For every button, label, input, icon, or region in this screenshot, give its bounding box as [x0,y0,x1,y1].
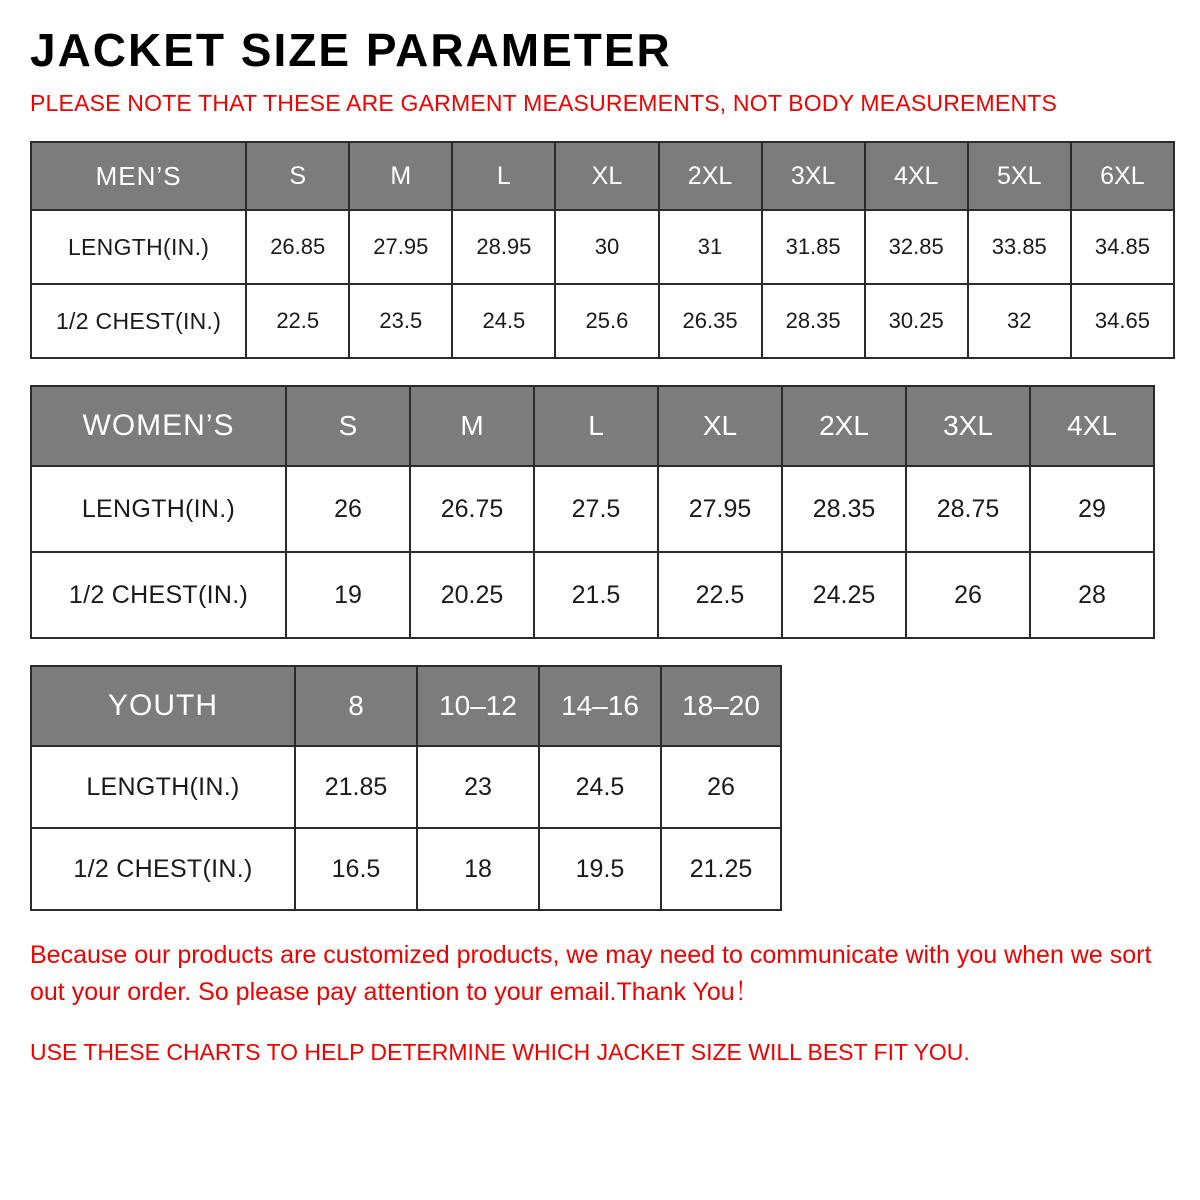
table-row [31,210,1174,284]
womens-size-header: XL [658,386,782,466]
row-label: LENGTH(IN.) [31,746,295,828]
cell: 33.85 [968,210,1071,284]
table-header-row [31,142,1174,210]
cell: 21.25 [661,828,781,910]
cell: 28.35 [782,466,906,552]
cell: 28 [1030,552,1154,638]
cell: 22.5 [246,284,349,358]
youth-size-table [30,665,782,911]
table-row [31,284,1174,358]
cell: 27.95 [349,210,452,284]
mens-size-table [30,141,1175,359]
cell: 34.85 [1071,210,1174,284]
mens-size-header: S [246,142,349,210]
row-label: LENGTH(IN.) [31,210,246,284]
cell: 32.85 [865,210,968,284]
cell: 29 [1030,466,1154,552]
garment-measurement-note: PLEASE NOTE THAT THESE ARE GARMENT MEASUREMENTS, NOT BODY MEASUREMENTS [30,90,1058,117]
row-label: LENGTH(IN.) [31,466,286,552]
cell: 22.5 [658,552,782,638]
cell: 24.5 [539,746,661,828]
cell: 28.75 [906,466,1030,552]
womens-size-header: 2XL [782,386,906,466]
cell: 27.95 [658,466,782,552]
table-row [31,552,1154,638]
youth-size-header: 10–12 [417,666,539,746]
cell: 26 [661,746,781,828]
cell: 16.5 [295,828,417,910]
cell: 21.5 [534,552,658,638]
mens-size-header: XL [555,142,658,210]
table-row [31,466,1154,552]
cell: 24.25 [782,552,906,638]
cell: 28.35 [762,284,865,358]
cell: 23 [417,746,539,828]
cell: 31 [659,210,762,284]
cell: 31.85 [762,210,865,284]
cell: 27.5 [534,466,658,552]
mens-size-header: L [452,142,555,210]
youth-category-label: YOUTH [31,666,295,746]
cell: 26 [286,466,410,552]
womens-size-header: L [534,386,658,466]
mens-size-header: 3XL [762,142,865,210]
cell: 20.25 [410,552,534,638]
womens-category-label: WOMEN’S [31,386,286,466]
table-header-row [31,666,781,746]
cell: 23.5 [349,284,452,358]
row-label: 1/2 CHEST(IN.) [31,552,286,638]
cell: 30.25 [865,284,968,358]
youth-size-header: 18–20 [661,666,781,746]
cell: 25.6 [555,284,658,358]
cell: 26.35 [659,284,762,358]
cell: 26.75 [410,466,534,552]
page-title: JACKET SIZE PARAMETER [30,24,672,76]
cell: 21.85 [295,746,417,828]
table-row [31,828,781,910]
row-label: 1/2 CHEST(IN.) [31,828,295,910]
table-row [31,746,781,828]
womens-size-header: S [286,386,410,466]
womens-size-header: 4XL [1030,386,1154,466]
mens-size-header: 4XL [865,142,968,210]
cell: 30 [555,210,658,284]
youth-size-header: 8 [295,666,417,746]
cell: 26.85 [246,210,349,284]
row-label: 1/2 CHEST(IN.) [31,284,246,358]
customization-note: Because our products are customized products, we may need to communicate with you when we sort out your order. So please pay attention to your email.Thank You！ [30,941,1152,1006]
mens-size-header: 6XL [1071,142,1174,210]
cell: 26 [906,552,1030,638]
youth-size-header: 14–16 [539,666,661,746]
womens-size-header: M [410,386,534,466]
mens-size-header: 5XL [968,142,1071,210]
mens-size-header: 2XL [659,142,762,210]
cell: 24.5 [452,284,555,358]
mens-category-label: MEN’S [31,142,246,210]
cell: 19.5 [539,828,661,910]
cell: 18 [417,828,539,910]
cell: 32 [968,284,1071,358]
womens-size-table [30,385,1155,639]
mens-size-header: M [349,142,452,210]
womens-size-header: 3XL [906,386,1030,466]
table-header-row [31,386,1154,466]
cell: 19 [286,552,410,638]
cell: 34.65 [1071,284,1174,358]
cell: 28.95 [452,210,555,284]
usage-note: USE THESE CHARTS TO HELP DETERMINE WHICH JACKET SIZE WILL BEST FIT YOU. [30,1038,970,1065]
